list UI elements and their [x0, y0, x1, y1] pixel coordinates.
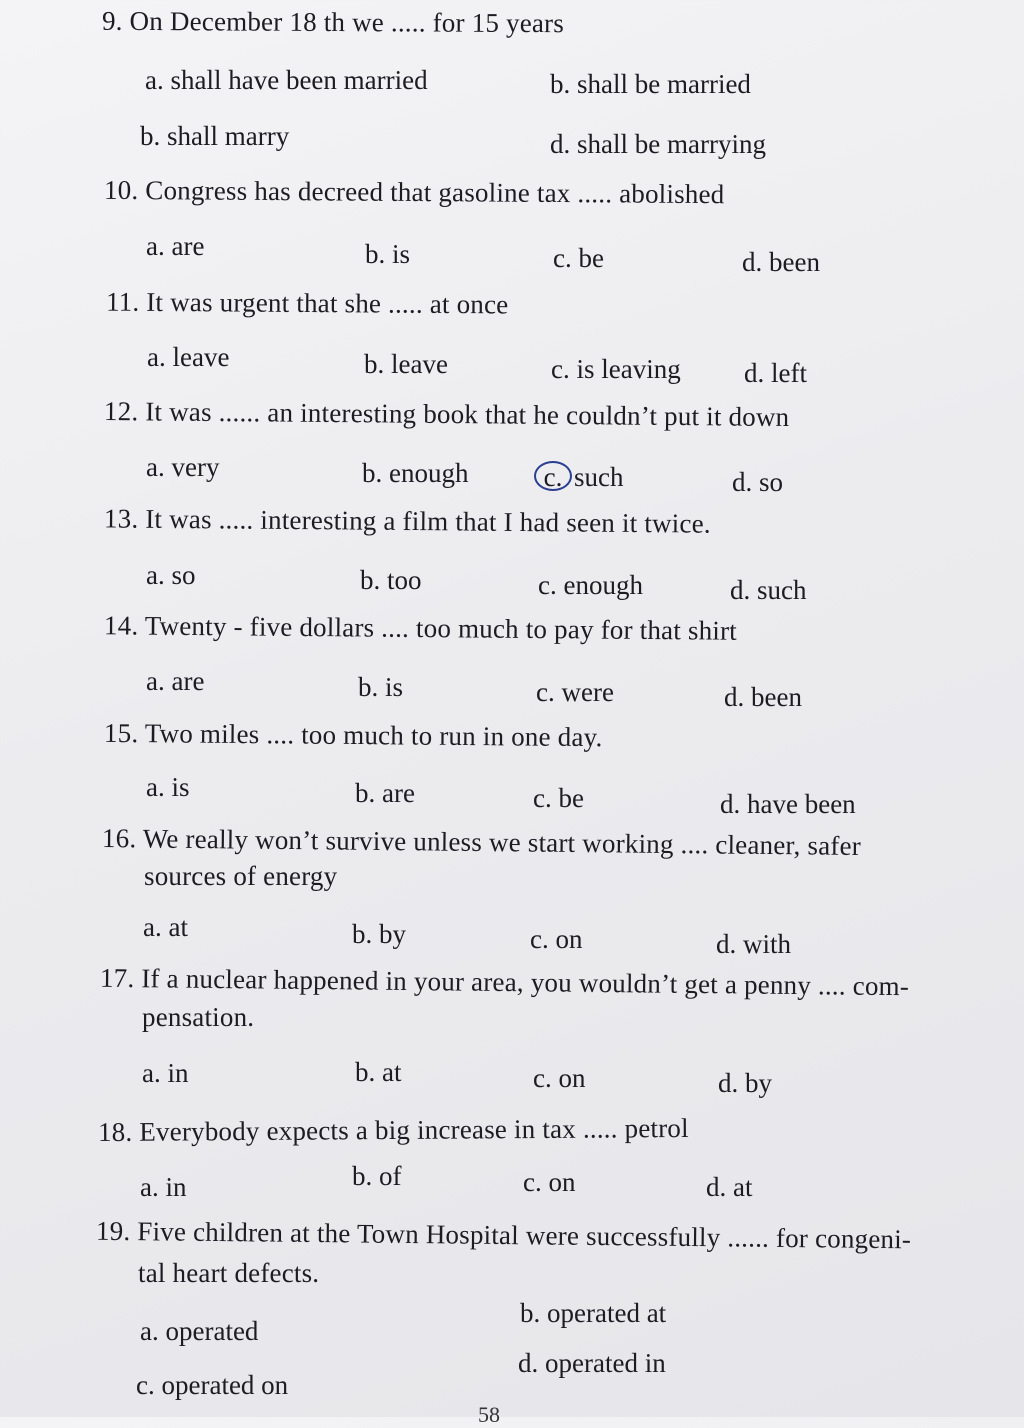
q17-option-d: d. by — [718, 1068, 772, 1098]
answer-circle-mark: c. — [534, 461, 572, 491]
q17-option-b: b. at — [355, 1057, 402, 1087]
q10-option-c: c. be — [553, 243, 604, 273]
q16-option-d: d. with — [716, 929, 792, 959]
question-19: 19. Five children at the Town Hospital were successfully ...... for congeni- — [95, 1215, 912, 1255]
q11-option-b: b. leave — [364, 349, 448, 379]
q12-option-d: d. so — [732, 467, 784, 497]
q18-option-d: d. at — [706, 1172, 753, 1202]
q19-option-d: d. operated in — [518, 1348, 666, 1378]
question-16-continued: sources of energy — [144, 861, 338, 891]
question-11: 11. It was urgent that she ..... at once — [105, 286, 509, 320]
q16-option-a: a. at — [143, 912, 188, 942]
q12-option-c: c. such — [540, 461, 624, 493]
question-9: 9. On December 18 th we ..... for 15 years — [101, 5, 565, 39]
q18-option-b: b. of — [352, 1161, 402, 1191]
q15-option-b: b. are — [355, 778, 415, 808]
q19-option-b: b. operated at — [520, 1298, 667, 1328]
question-13: 13. It was ..... interesting a film that I had seen it twice. — [103, 503, 711, 539]
q13-option-d: d. such — [730, 575, 807, 605]
q9-option-b: b. shall be married — [550, 69, 751, 99]
q14-option-d: d. been — [724, 682, 802, 712]
q9-option-c: b. shall marry — [140, 121, 290, 151]
question-14: 14. Twenty - five dollars .... too much to pay for that shirt — [103, 610, 738, 646]
question-16: 16. We really won’t survive unless we start working .... cleaner, safer — [101, 823, 862, 861]
q14-option-b: b. is — [358, 672, 404, 702]
question-18: 18. Everybody expects a big increase in tax ..... petrol — [97, 1112, 689, 1148]
q15-option-d: d. have been — [720, 789, 856, 819]
question-17-continued: pensation. — [142, 1002, 255, 1032]
q15-option-c: c. be — [533, 783, 584, 813]
q10-option-d: d. been — [742, 247, 820, 277]
q12-option-b: b. enough — [362, 458, 469, 488]
q13-option-a: a. so — [146, 560, 196, 590]
q12-option-a: a. very — [146, 452, 220, 482]
q18-option-c: c. on — [523, 1167, 576, 1197]
q11-option-c: c. is leaving — [551, 354, 681, 384]
question-17: 17. If a nuclear happened in your area, you wouldn’t get a penny .... com- — [99, 962, 910, 1002]
question-19-continued: tal heart defects. — [138, 1258, 320, 1288]
q16-option-b: b. by — [352, 919, 406, 949]
question-12: 12. It was ...... an interesting book that he couldn’t put it down — [103, 396, 790, 432]
q18-option-a: a. in — [140, 1172, 187, 1202]
q11-option-a: a. leave — [147, 342, 230, 372]
q14-option-a: a. are — [146, 666, 205, 696]
q13-option-c: c. enough — [538, 570, 643, 600]
q10-option-a: a. are — [146, 231, 205, 261]
q13-option-b: b. too — [360, 565, 422, 595]
question-10: 10. Congress has decreed that gasoline tax ..... abolished — [103, 174, 725, 210]
q19-option-a: a. operated — [140, 1316, 259, 1346]
q9-option-a: a. shall have been married — [145, 65, 428, 95]
q15-option-a: a. is — [146, 772, 190, 802]
page-number: 58 — [478, 1402, 500, 1427]
q16-option-c: c. on — [530, 924, 583, 954]
q17-option-a: a. in — [142, 1058, 189, 1088]
q14-option-c: c. were — [536, 677, 614, 707]
q11-option-d: d. left — [744, 358, 807, 388]
q9-option-d: d. shall be marrying — [550, 129, 766, 159]
q10-option-b: b. is — [365, 239, 411, 269]
question-15: 15. Two miles .... too much to run in one day. — [103, 717, 603, 753]
q17-option-c: c. on — [533, 1063, 586, 1093]
q19-option-c: c. operated on — [136, 1370, 289, 1400]
